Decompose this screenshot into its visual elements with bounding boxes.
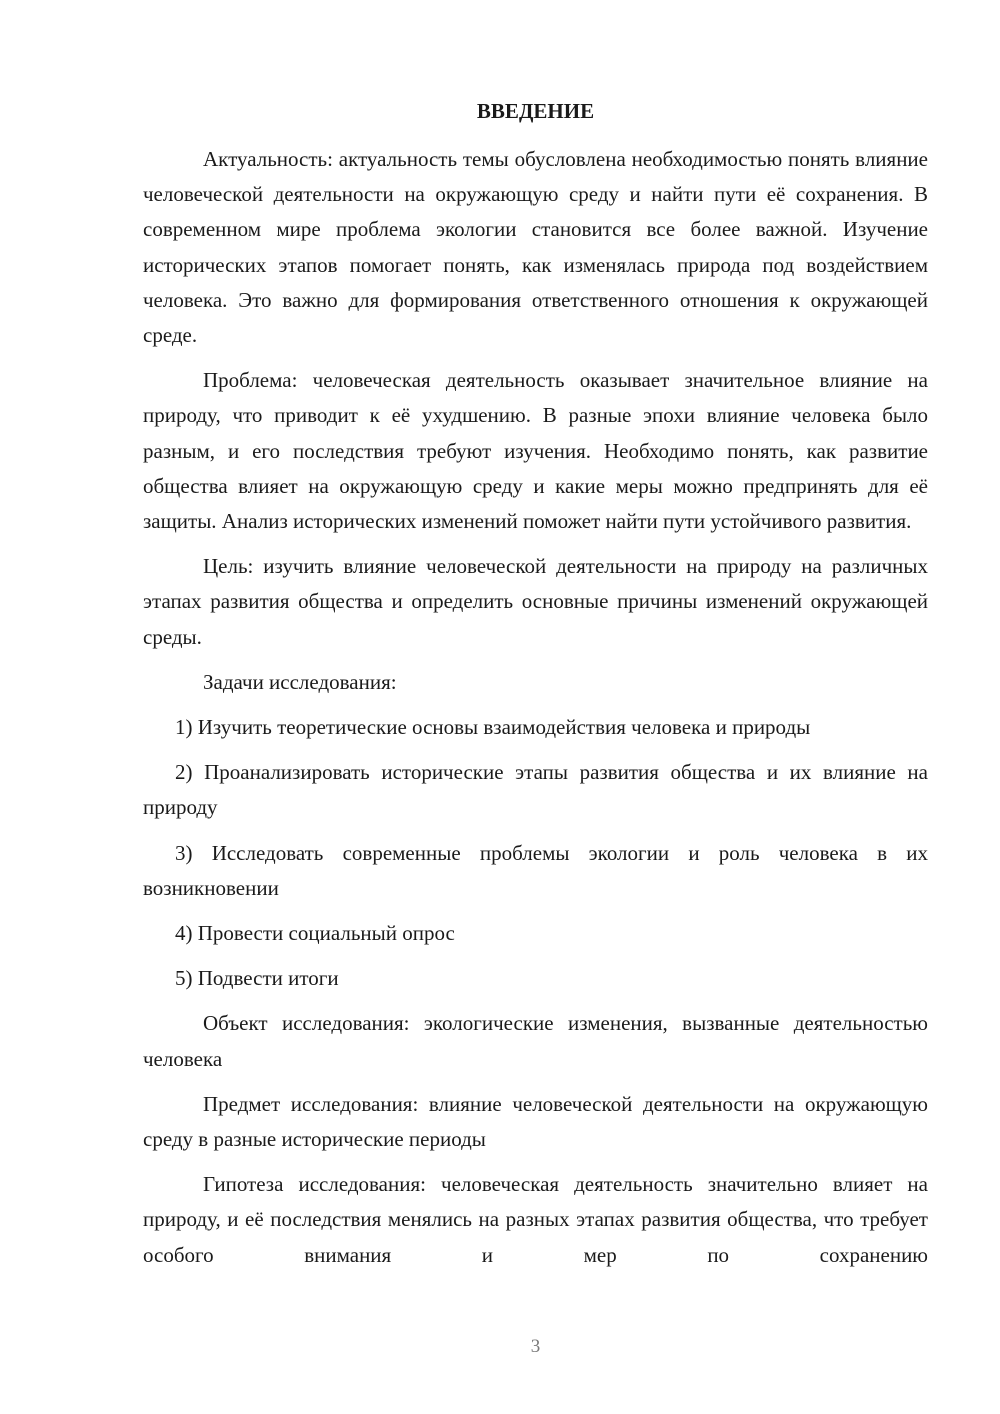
hypothesis-paragraph: Гипотеза исследования: человеческая деятельность значительно влияет на природу, и её последствия менялись на разных этапах развития общества, что требует особого внимания и мер по сохранению [143, 1172, 928, 1267]
tasks-heading: Задачи исследования: [203, 669, 397, 694]
task-item-2: 2) Проанализировать исторические этапы развития общества и их влияние на природу [143, 760, 928, 820]
page-number: 3 [530, 1336, 541, 1357]
goal-paragraph: Цель: изучить влияние человеческой деятельности на природу на различных этапах развития общества и определить основные причины изменений окружающей среды. [143, 554, 928, 649]
document-page [143, 0, 928, 1414]
task-item-5: 5) Подвести итоги [175, 966, 339, 991]
document-title: ВВЕДЕНИЕ [476, 99, 595, 123]
document-body [143, 142, 928, 1283]
problem-paragraph: Проблема: человеческая деятельность оказывает значительное влияние на природу, что приводит к её ухудшению. В разные эпохи влияние человека было разным, и его последствия требуют изучения. Необходимо понять, как развитие общества влияет на окружающую среду и какие меры можно предпринять для её защиты. Анализ исторических изменений поможет найти пути устойчивого развития. [143, 368, 928, 534]
research-subject-paragraph: Предмет исследования: влияние человеческой деятельности на окружающую среду в разные исторические периоды [143, 1091, 928, 1152]
task-item-1: 1) Изучить теоретические основы взаимодействия человека и природы [175, 715, 811, 740]
research-object-paragraph: Объект исследования: экологические изменения, вызванные деятельностью человека [143, 1011, 928, 1071]
task-item-4: 4) Провести социальный опрос [175, 921, 455, 946]
relevance-paragraph: Актуальность: актуальность темы обусловлена необходимостью понять влияние человеческой деятельности на окружающую среду и найти пути её сохранения. В современном мире проблема экологии становится все более важной. Изучение исторических этапов помогает понять, как изменялась природа под воздействием человека. Это важно для формирования ответственного отношения к окружающей среде. [143, 147, 928, 348]
task-item-3: 3) Исследовать современные проблемы экологии и роль человека в их возникновении [143, 840, 928, 900]
